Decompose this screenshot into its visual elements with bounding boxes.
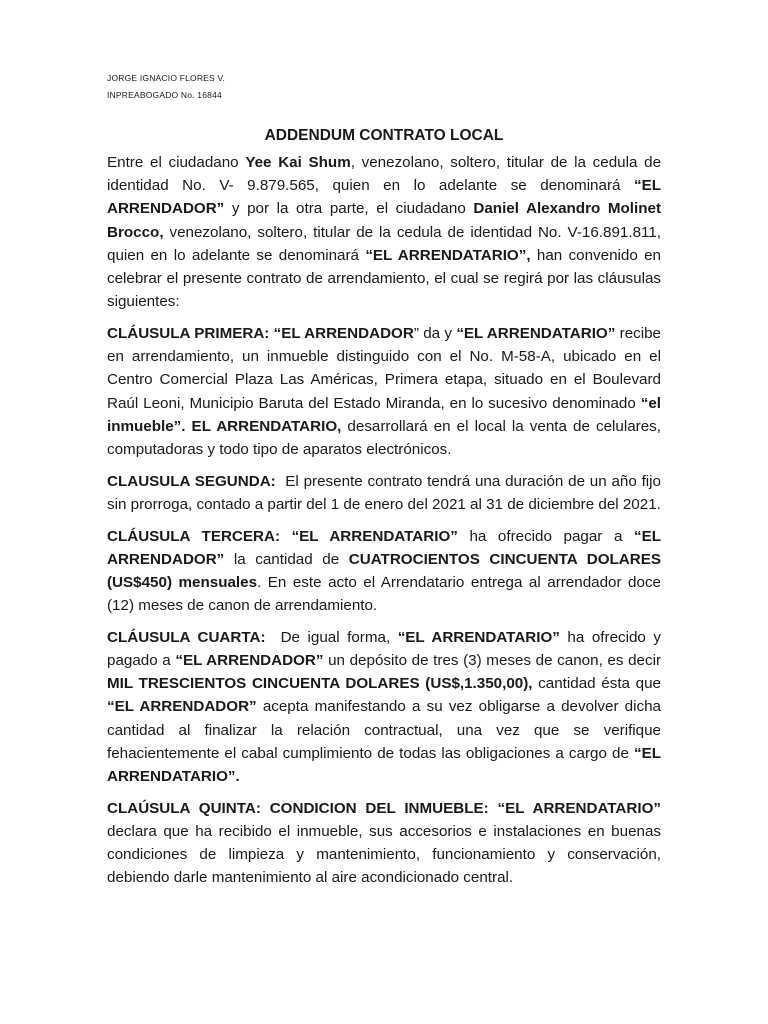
clause-bold-text: “EL ARRENDATARIO” (456, 324, 616, 342)
clause-text: un depósito de tres (3) meses de canon, es decir (323, 652, 661, 670)
clause-bold-text: “EL ARRENDATARIO” (397, 628, 560, 646)
intro-text: Entre el ciudadano (107, 154, 246, 171)
letterhead (107, 70, 225, 104)
clause-heading: CLAÚSULA QUINTA: CONDICION DEL INMUEBLE: “EL ARRENDATARIO” (107, 799, 661, 817)
clause-text: desarrollará en el local la venta de celulares, computadoras y todo tipo de aparatos electrónicos. (107, 417, 661, 458)
intro-text: , venezolano, soltero, titular de la cedula de identidad No. V- 9.879.565, quien en lo adelante se denominará (107, 154, 662, 195)
clause-bold-text: “EL ARRENDADOR” (107, 698, 257, 716)
clause-heading: CLÁUSULA CUARTA: (107, 628, 266, 646)
document-body (107, 151, 666, 890)
intro-text: y por la otra parte, el ciudadano (224, 200, 474, 218)
lawyer-registration: INPREABOGADO No. 16844 (107, 90, 222, 100)
clause-text: ha ofrecido pagar a (457, 527, 634, 545)
clausula-tercera (107, 525, 661, 618)
clause-text: . En este acto el Arrendatario entrega al arrendador doce (12) meses de canon de arrendamiento. (107, 573, 661, 615)
arrendador-name: Yee Kai Shum (245, 154, 351, 171)
clause-text: De igual forma, (265, 628, 398, 646)
clause-heading: CLÁUSULA PRIMERA: “EL ARRENDADOR (107, 324, 414, 342)
clause-text: recibe en arrendamiento, un inmueble distinguido con el No. M-58-A, ubicado en el Centro Comercial Plaza Las Américas, Primera etapa, situado en el Boulevard Raúl Leoni, Municipio Baruta del Estado Miranda, en lo sucesivo denominado (107, 324, 662, 412)
clause-text: acepta manifestando a su vez obligarse a devolver dicha cantidad al finalizar la relación contractual, una vez que se verifique fehacientemente el cabal cumplimiento de todas las obligaciones a cargo de (107, 698, 661, 762)
clausula-quinta (107, 797, 661, 890)
clausula-primera (107, 322, 661, 461)
intro-text: venezolano, soltero, titular de la cedula de identidad No. V-16.891.811, quien en lo adelante se denominará (107, 223, 661, 264)
intro-text: han convenido en celebrar el presente contrato de arrendamiento, el cual se regirá por las cláusulas siguientes: (107, 246, 661, 311)
clause-heading: CLAUSULA SEGUNDA: (107, 472, 276, 490)
clause-bold-text: “EL ARRENDADOR” (107, 527, 661, 568)
clause-bold-text: MIL TRESCIENTOS CINCUENTA DOLARES (US$,1.350,00), (107, 675, 533, 693)
clause-bold-text: CUATROCIENTOS CINCUENTA DOLARES (US$450) mensuales (107, 550, 661, 591)
clause-text: la cantidad de (224, 550, 349, 568)
clause-bold-text: “EL ARRENDADOR” (175, 652, 324, 670)
clause-text: ha ofrecido y pagado a (107, 628, 661, 670)
clausula-cuarta (107, 626, 661, 788)
clause-text: declara que ha recibido el inmueble, sus accesorios e instalaciones en buenas condiciones de limpieza y mantenimiento, funcionamiento y conservación, debiendo darle mantenimiento al aire acondicionado central. (107, 822, 661, 887)
clause-bold-text: “EL ARRENDATARIO”. (107, 744, 661, 786)
clause-heading: CLÁUSULA TERCERA: “EL ARRENDATARIO” (107, 527, 458, 545)
intro-paragraph (107, 151, 661, 313)
clause-text: El presente contrato tendrá una duración de un año fijo sin prorroga, contado a partir del 1 de enero del 2021 al 31 de diciembre del 2021. (107, 472, 666, 513)
arrendador-term: “EL ARRENDADOR” (107, 177, 661, 218)
document-title: ADDENDUM CONTRATO LOCAL (264, 127, 504, 144)
arrendatario-name: Daniel Alexandro Molinet Brocco, (107, 200, 662, 241)
lawyer-name: JORGE IGNACIO FLORES V. (107, 73, 226, 83)
clause-text: cantidad ésta que (532, 675, 661, 693)
arrendatario-term: “EL ARRENDATARIO”, (365, 246, 531, 264)
clause-text: ” da y (413, 324, 457, 342)
clause-bold-text: “el inmueble”. EL ARRENDATARIO, (107, 394, 661, 435)
clausula-segunda (107, 470, 666, 516)
